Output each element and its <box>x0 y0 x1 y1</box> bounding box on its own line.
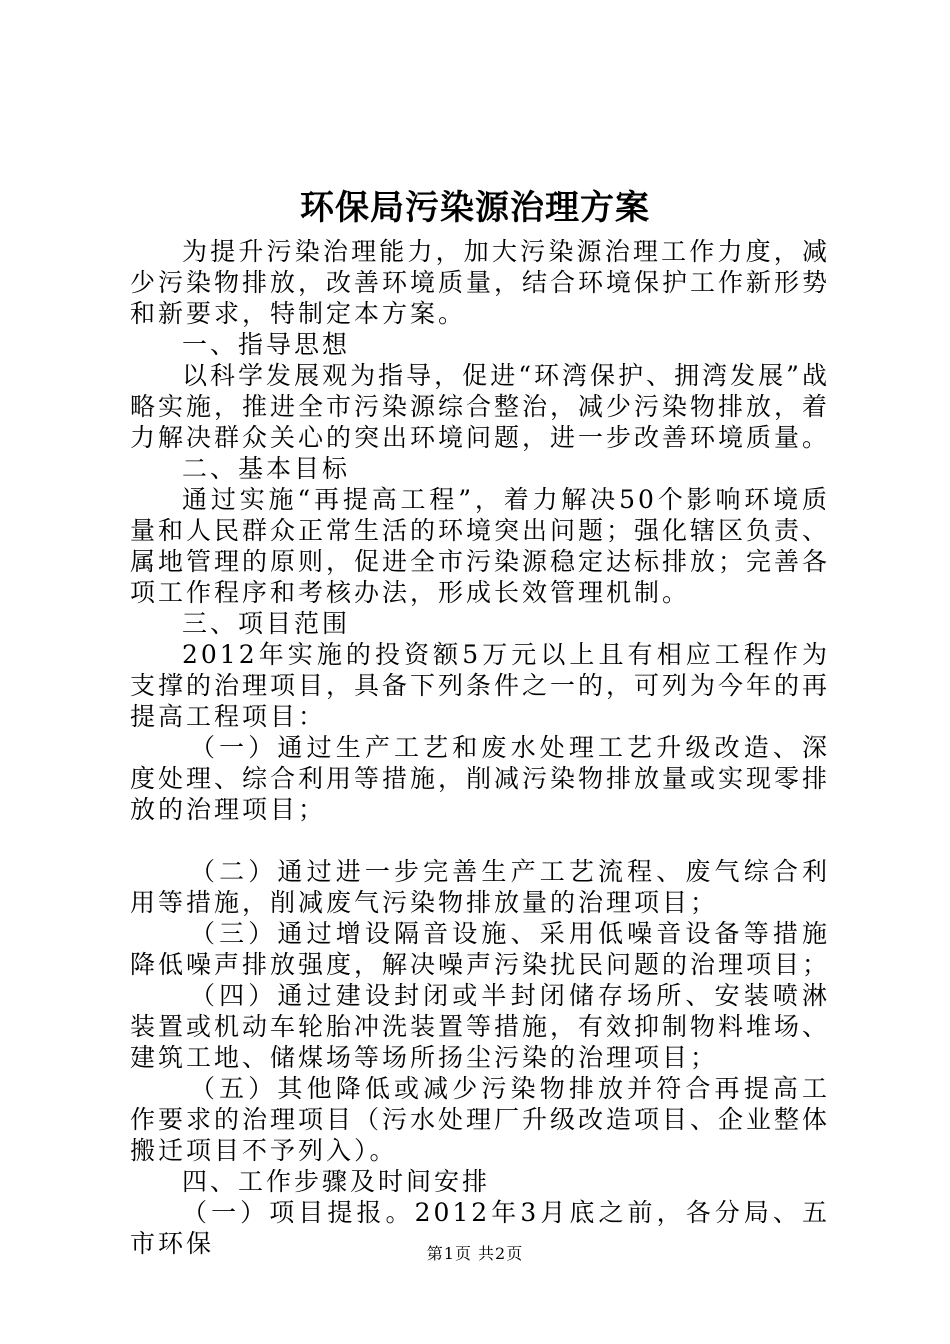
project-scope-paragraph: 2012年实施的投资额5万元以上且有相应工程作为支撑的治理项目，具备下列条件之一的，可列为今年的再提高工程项目： <box>130 640 831 731</box>
blank-line <box>130 825 830 856</box>
section-heading-work-steps: 四、工作步骤及时间安排 <box>182 1167 491 1196</box>
document-title: 环保局污染源治理方案 <box>300 188 650 228</box>
work-step-1: （一）项目提报。2012年3月底之前，各分局、五市环保 <box>130 1198 830 1258</box>
basic-goals-paragraph: 通过实施“再提高工程”，着力解决50个影响环境质量和人民群众正常生活的环境突出问题；强化辖区负责、属地管理的原则，促进全市污染源稳定达标排放；完善各项工作程序和考核办法，形成长效管理机制。 <box>130 485 831 607</box>
document-body <box>130 236 830 1259</box>
scope-item-4: （四）通过建设封闭或半封闭储存场所、安装喷淋装置或机动车轮胎冲洗装置等措施，有效抑制物料堆场、建筑工地、储煤场等场所扬尘污染的治理项目； <box>130 981 831 1072</box>
page-footer: 第1页 共2页 <box>426 1244 524 1263</box>
scope-item-5: （五）其他降低或减少污染物排放并符合再提高工作要求的治理项目（污水处理厂升级改造项目、企业整体搬迁项目不予列入）。 <box>130 1074 831 1165</box>
section-heading-guiding-ideology: 一、指导思想 <box>182 330 351 359</box>
scope-item-2: （二）通过进一步完善生产工艺流程、废气综合利用等措施，削减废气污染物排放量的治理项目； <box>130 857 830 917</box>
guiding-ideology-paragraph: 以科学发展观为指导，促进“环湾保护、拥湾发展”战略实施，推进全市污染源综合整治，减少污染物排放，着力解决群众关心的突出环境问题，进一步改善环境质量。 <box>130 361 831 452</box>
scope-item-1: （一）通过生产工艺和废水处理工艺升级改造、深度处理、综合利用等措施，削减污染物排放量或实现零排放的治理项目； <box>130 733 831 824</box>
intro-paragraph: 为提升污染治理能力，加大污染源治理工作力度，减少污染物排放，改善环境质量，结合环境保护工作新形势和新要求，特制定本方案。 <box>130 237 831 328</box>
section-heading-project-scope: 三、项目范围 <box>182 609 351 638</box>
scope-item-3: （三）通过增设隔音设施、采用低噪音设备等措施降低噪声排放强度，解决噪声污染扰民问题的治理项目； <box>130 919 831 979</box>
section-heading-basic-goals: 二、基本目标 <box>182 454 351 483</box>
